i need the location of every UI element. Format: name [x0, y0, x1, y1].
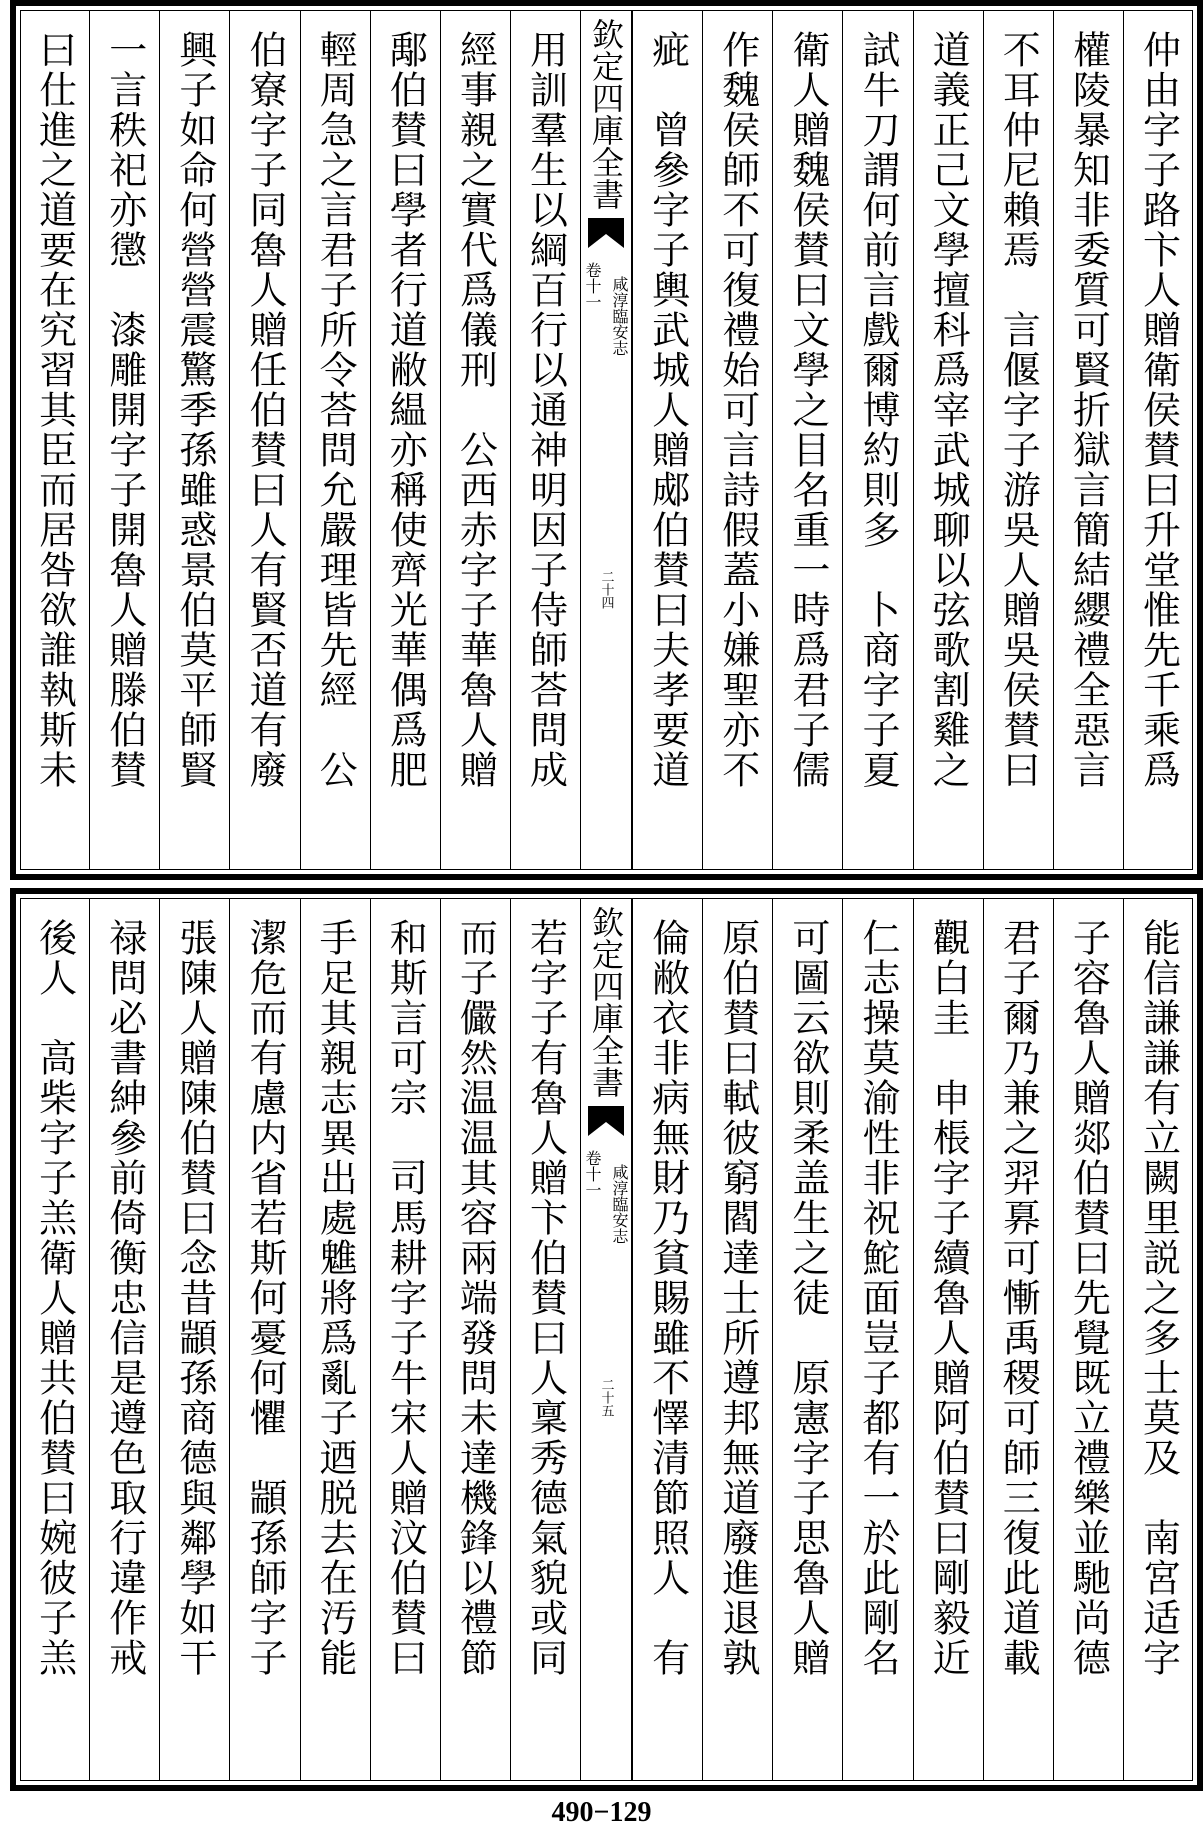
text-column	[229, 898, 299, 1781]
text-column	[702, 10, 772, 870]
text-column	[772, 10, 842, 870]
book-title: 咸淳臨安志	[610, 276, 629, 356]
column-text: 伯寮字子同魯人贈任伯賛曰人有賢否道有廢	[242, 30, 287, 790]
text-column	[1123, 10, 1193, 870]
text-column	[913, 898, 983, 1781]
text-column	[1053, 898, 1123, 1781]
text-columns	[20, 10, 1193, 870]
juan-label: 卷十一	[583, 262, 602, 310]
column-text: 倫敝衣非病無財乃貧賜雖不懌清節照人 有	[645, 918, 690, 1678]
column-text: 道義正己文學擅科爲宰武城聊以弦歌割雞之	[926, 30, 971, 790]
folio-number: 二十四	[598, 570, 614, 609]
column-text: 輕周急之言君子所令荅問允嚴理皆先經 公	[313, 30, 358, 790]
column-text: 禄問必書紳參前倚衡忠信是遵色取行違作戒	[102, 918, 147, 1678]
column-text: 能信謙謙有立闕里説之多士莫及 南宮适字	[1136, 918, 1181, 1678]
column-text: 可圖云欲則柔盖生之徒 原憲字子思魯人贈	[785, 918, 830, 1678]
text-columns	[20, 898, 1193, 1781]
column-text: 一言秩祀亦懲 漆雕開字子開魯人贈滕伯賛	[102, 30, 147, 790]
text-column	[440, 10, 510, 870]
column-text: 作魏侯師不可復禮始可言詩假蓋小嫌聖亦不	[715, 30, 760, 790]
collection-title: 欽定四庫全書	[587, 906, 625, 1098]
center-fold-column	[580, 10, 632, 870]
column-text: 子容魯人贈郯伯賛曰先覺既立禮樂並馳尚德	[1066, 918, 1111, 1678]
column-text: 權陵暴知非委質可賢折獄言簡結纓禮全惡言	[1066, 30, 1111, 790]
column-text: 不耳仲尼賴焉 言偃字子游吳人贈吳侯賛曰	[996, 30, 1041, 790]
text-column	[440, 898, 510, 1781]
column-text: 曰仕進之道要在究習其臣而居咎欲誰執斯未	[32, 30, 77, 790]
column-text: 觀白圭 申棖字子續魯人贈阿伯賛曰剛毅近	[926, 918, 971, 1678]
column-text: 疵 曾參字子輿武城人贈郕伯賛曰夫孝要道	[645, 30, 690, 790]
text-column	[510, 898, 580, 1781]
text-column	[632, 10, 702, 870]
column-text: 潔危而有慮内省若斯何憂何懼 顓孫師字子	[242, 918, 287, 1678]
text-column	[20, 10, 89, 870]
column-text: 手足其親志異出處魋將爲亂子迺脱去在汚能	[313, 918, 358, 1678]
folio-number: 二十五	[598, 1378, 614, 1417]
column-text: 若字子有魯人贈卞伯賛曰人稟秀德氣貌或同	[523, 918, 568, 1678]
fishtail-mark-icon	[588, 218, 624, 248]
text-column	[89, 898, 159, 1781]
column-text: 仲由字子路卞人贈衛侯賛曰升堂惟先千乘爲	[1136, 30, 1181, 790]
page-number: 490−129	[551, 1797, 652, 1828]
meta-row	[581, 262, 631, 356]
text-column	[983, 10, 1053, 870]
column-text: 鄅伯賛曰學者行道敝緼亦稱使齊光華偶爲肥	[383, 30, 428, 790]
text-column	[300, 10, 370, 870]
meta-row	[581, 1150, 631, 1244]
page-bottom	[10, 888, 1203, 1791]
text-column	[702, 898, 772, 1781]
text-column	[20, 898, 89, 1781]
juan-label: 卷十一	[583, 1150, 602, 1198]
column-text: 張陳人贈陳伯賛曰念昔顓孫商德與鄰學如干	[172, 918, 217, 1678]
column-text: 衛人贈魏侯賛曰文學之目名重一時爲君子儒	[785, 30, 830, 790]
text-column	[510, 10, 580, 870]
text-column	[1053, 10, 1123, 870]
column-text: 試牛刀謂何前言戲爾博約則多 卜商字子夏	[855, 30, 900, 790]
column-text: 原伯賛曰軾彼窮閻達士所遵邦無道廢進退孰	[715, 918, 760, 1678]
text-column	[89, 10, 159, 870]
text-column	[772, 898, 842, 1781]
text-column	[370, 10, 440, 870]
text-column	[1123, 898, 1193, 1781]
text-column	[370, 898, 440, 1781]
text-column	[842, 898, 912, 1781]
column-text: 後人 高柴字子羔衛人贈共伯賛曰婉彼子羔	[32, 918, 77, 1678]
text-column	[229, 10, 299, 870]
column-text: 而子儼然温温其容兩端發問未達機鋒以禮節	[453, 918, 498, 1678]
text-column	[842, 10, 912, 870]
collection-title: 欽定四庫全書	[587, 18, 625, 210]
text-column	[983, 898, 1053, 1781]
column-text: 和斯言可宗 司馬耕字子牛宋人贈汶伯賛曰	[383, 918, 428, 1678]
column-text: 經事親之實代爲儀刑 公西赤字子華魯人贈	[453, 30, 498, 790]
center-fold-column	[580, 898, 632, 1781]
column-text: 仁志操莫渝性非祝鮀面豈子都有一於此剛名	[855, 918, 900, 1678]
column-text: 興子如命何營營震驚季孫雖惑景伯莫平師賢	[172, 30, 217, 790]
column-text: 用訓羣生以綱百行以通神明因子侍師荅問成	[523, 30, 568, 790]
fishtail-mark-icon	[588, 1106, 624, 1136]
column-text: 君子爾乃兼之羿奡可慚禹稷可師三復此道載	[996, 918, 1041, 1678]
text-column	[913, 10, 983, 870]
book-title: 咸淳臨安志	[610, 1164, 629, 1244]
text-column	[159, 10, 229, 870]
page-top	[10, 0, 1203, 880]
text-column	[300, 898, 370, 1781]
text-column	[159, 898, 229, 1781]
text-column	[632, 898, 702, 1781]
